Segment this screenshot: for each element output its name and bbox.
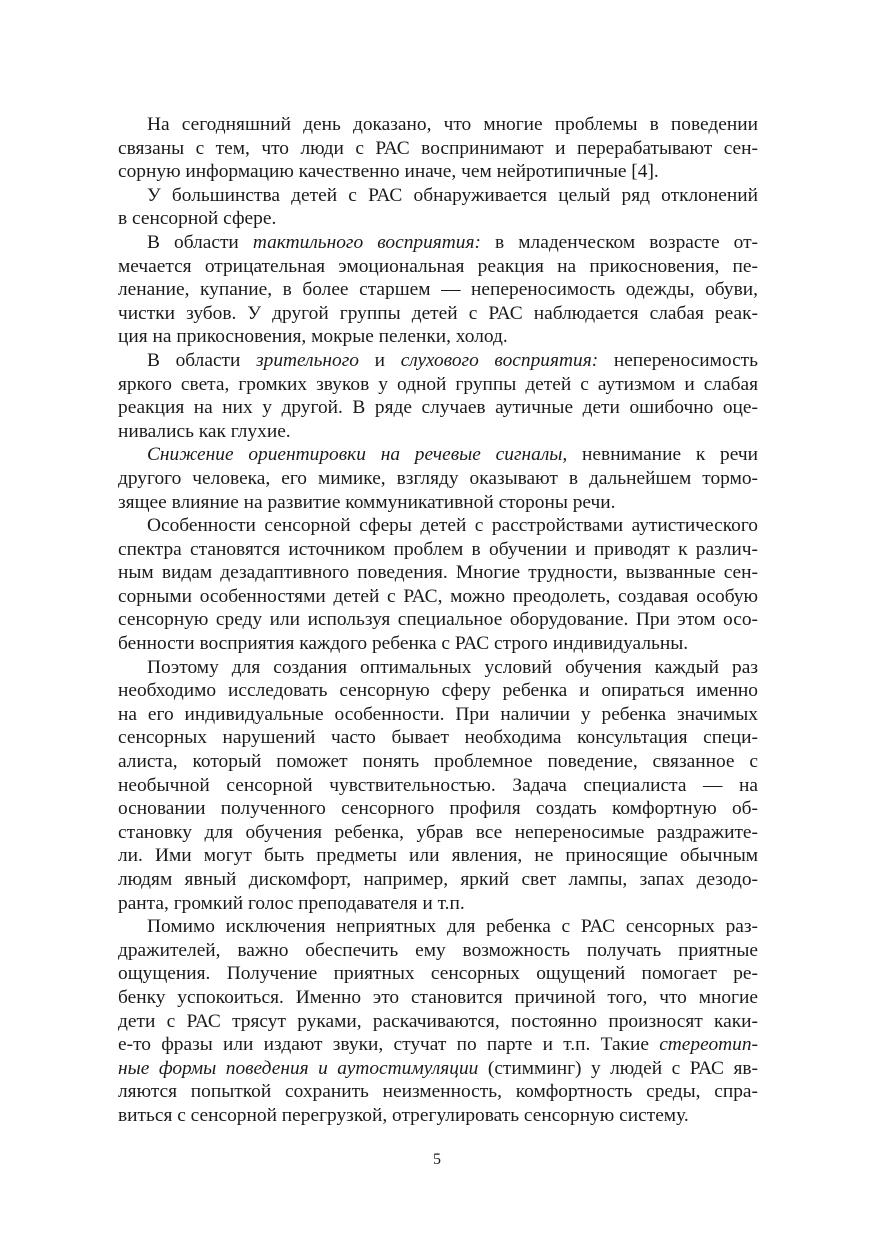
text-segment: основании полученного сенсорного профиля создать комфортную об- (118, 798, 758, 820)
text-segment: связаны с тем, что люди с РАС воспринимают и перерабатывают сен- (118, 137, 758, 159)
text-line (118, 255, 758, 279)
text-line (118, 797, 758, 821)
text-line (118, 679, 758, 703)
italic-term: тактильного восприятия: (252, 231, 481, 253)
text-line (118, 962, 758, 986)
text-segment: в сенсорной сфере. (118, 208, 277, 230)
text-segment: невнимание к речи (567, 444, 758, 466)
text-segment: непереносимость (598, 349, 759, 371)
text-line (118, 514, 758, 538)
text-line (118, 821, 758, 845)
text-segment: сенсорную среду или используя специальное оборудование. При этом осо- (118, 609, 758, 631)
text-line (118, 1057, 758, 1081)
text-line (118, 656, 758, 680)
text-segment: виться с сенсорной перегрузкой, отрегулировать сенсорную систему. (118, 1104, 689, 1126)
text-segment: алиста, который поможет понять проблемное поведение, связанное с (118, 751, 758, 773)
text-segment: мечается отрицательная эмоциональная реакция на прикосновения, пе- (118, 255, 758, 277)
text-segment: другого человека, его мимике, взгляду оказывают в дальнейшем тормо- (118, 467, 758, 489)
paragraph (118, 184, 758, 231)
text-segment: и (359, 349, 401, 371)
text-segment: Особенности сенсорной сферы детей с расстройствами аутистического (147, 515, 758, 537)
text-segment: ранта, громкий голос преподавателя и т.п. (118, 892, 465, 914)
italic-term: слухового восприятия: (400, 349, 599, 371)
text-segment: ленание, купание, в более старшем — непереносимость одежды, обуви, (118, 279, 758, 301)
text-segment: ляются попыткой сохранить неизменность, комфортность среды, спра- (118, 1081, 758, 1103)
italic-term: Снижение ориентировки на речевые сигналы, (147, 444, 568, 466)
text-line (118, 986, 758, 1010)
text-segment: яркого света, громких звуков у одной группы детей с аутизмом и слабая (118, 373, 758, 395)
text-segment: в младенческом возрасте от- (480, 231, 758, 253)
text-segment: У большинства детей с РАС обнаруживается целый ряд отклонений (147, 184, 758, 206)
text-segment: нивались как глухие. (118, 420, 291, 442)
text-segment: В области (147, 349, 257, 371)
text-segment: на его индивидуальные особенности. При наличии у ребенка значимых (118, 703, 758, 725)
text-segment: людям явный дискомфорт, например, яркий свет лампы, запах дезодо- (118, 869, 758, 890)
text-line (118, 1010, 758, 1034)
text-segment: сенсорных нарушений часто бывает необходима консультация специ- (118, 727, 758, 749)
text-segment: В области (147, 231, 253, 253)
text-line (118, 703, 758, 727)
text-line (118, 774, 758, 798)
text-line (118, 1033, 758, 1057)
text-segment: На сегодняшний день доказано, что многие проблемы в поведении (147, 114, 758, 135)
text-line (118, 160, 758, 184)
paragraph (118, 514, 758, 656)
text-segment: зящее влияние на развитие коммуникативной стороны речи. (118, 491, 616, 513)
text-segment: Помимо исключения неприятных для ребенка с РАС сенсорных раз- (147, 916, 758, 938)
italic-term: стереотип- (659, 1034, 758, 1056)
text-segment: становку для обучения ребенка, убрав все непереносимые раздражите- (118, 821, 758, 843)
text-line (118, 1104, 758, 1128)
text-segment: е-то фразы или издают звуки, стучат по парте и т.п. Такие (118, 1034, 660, 1056)
text-line (118, 278, 758, 302)
text-segment: ция на прикосновения, мокрые пеленки, холод. (118, 326, 508, 348)
text-segment: дети с РАС трясут руками, раскачиваются, постоянно произносят каки- (118, 1010, 758, 1032)
text-line (118, 137, 758, 161)
page-number: 5 (433, 1151, 441, 1168)
text-line (118, 608, 758, 632)
text-line (118, 349, 758, 373)
text-line (118, 491, 758, 515)
text-line (118, 844, 758, 868)
text-line (118, 538, 758, 562)
text-line (118, 396, 758, 420)
text-line (118, 302, 758, 326)
text-segment: необходимо исследовать сенсорную сферу ребенка и опираться именно (118, 680, 758, 702)
text-line (118, 939, 758, 963)
text-line (118, 420, 758, 444)
text-segment: ным видам дезадаптивного поведения. Многие трудности, вызванные сен- (118, 562, 758, 584)
text-line (118, 231, 758, 255)
text-line (118, 113, 758, 137)
text-line (118, 184, 758, 208)
text-line (118, 373, 758, 397)
text-segment: ли. Ими могут быть предметы или явления, не приносящие обычным (118, 845, 758, 867)
paragraph (118, 656, 758, 916)
text-segment: бенку успокоиться. Именно это становится причиной того, что многие (118, 986, 758, 1008)
text-segment: спектра становятся источником проблем в обучении и приводят к различ- (118, 538, 758, 560)
text-line (118, 207, 758, 231)
text-segment: Поэтому для создания оптимальных условий обучения каждый раз (147, 656, 758, 678)
italic-term: зрительного (256, 349, 359, 371)
text-segment: бенности восприятия каждого ребенка с РАС строго индивидуальны. (118, 633, 689, 655)
paragraph (118, 915, 758, 1127)
text-line (118, 892, 758, 916)
text-segment: чистки зубов. У другой группы детей с РАС наблюдается слабая реак- (118, 302, 758, 324)
paragraph (118, 231, 758, 349)
text-segment: сорными особенностями детей с РАС, можно преодолеть, создавая особую (118, 585, 758, 607)
text-segment: дражителей, важно обеспечить ему возможность получать приятные (118, 939, 758, 961)
page-body (118, 113, 758, 1128)
text-line (118, 443, 758, 467)
text-line (118, 585, 758, 609)
text-line (118, 1080, 758, 1104)
text-line (118, 467, 758, 491)
text-segment: (стимминг) у людей с РАС яв- (478, 1057, 758, 1079)
text-segment: сорную информацию качественно иначе, чем нейротипичные [4]. (118, 161, 659, 183)
italic-term: ные формы поведения и аутостимуляции (118, 1057, 479, 1079)
paragraph (118, 443, 758, 514)
text-line (118, 750, 758, 774)
text-line (118, 726, 758, 750)
text-line (118, 325, 758, 349)
text-line (118, 915, 758, 939)
paragraph (118, 113, 758, 184)
paragraph (118, 349, 758, 443)
text-segment: ощущения. Получение приятных сенсорных ощущений помогает ре- (118, 963, 758, 985)
text-segment: необычной сенсорной чувствительностью. Задача специалиста — на (118, 774, 758, 796)
text-line (118, 632, 758, 656)
text-segment: реакция на них у другой. В ряде случаев аутичные дети ошибочно оце- (118, 397, 758, 419)
text-line (118, 561, 758, 585)
text-line (118, 868, 758, 892)
